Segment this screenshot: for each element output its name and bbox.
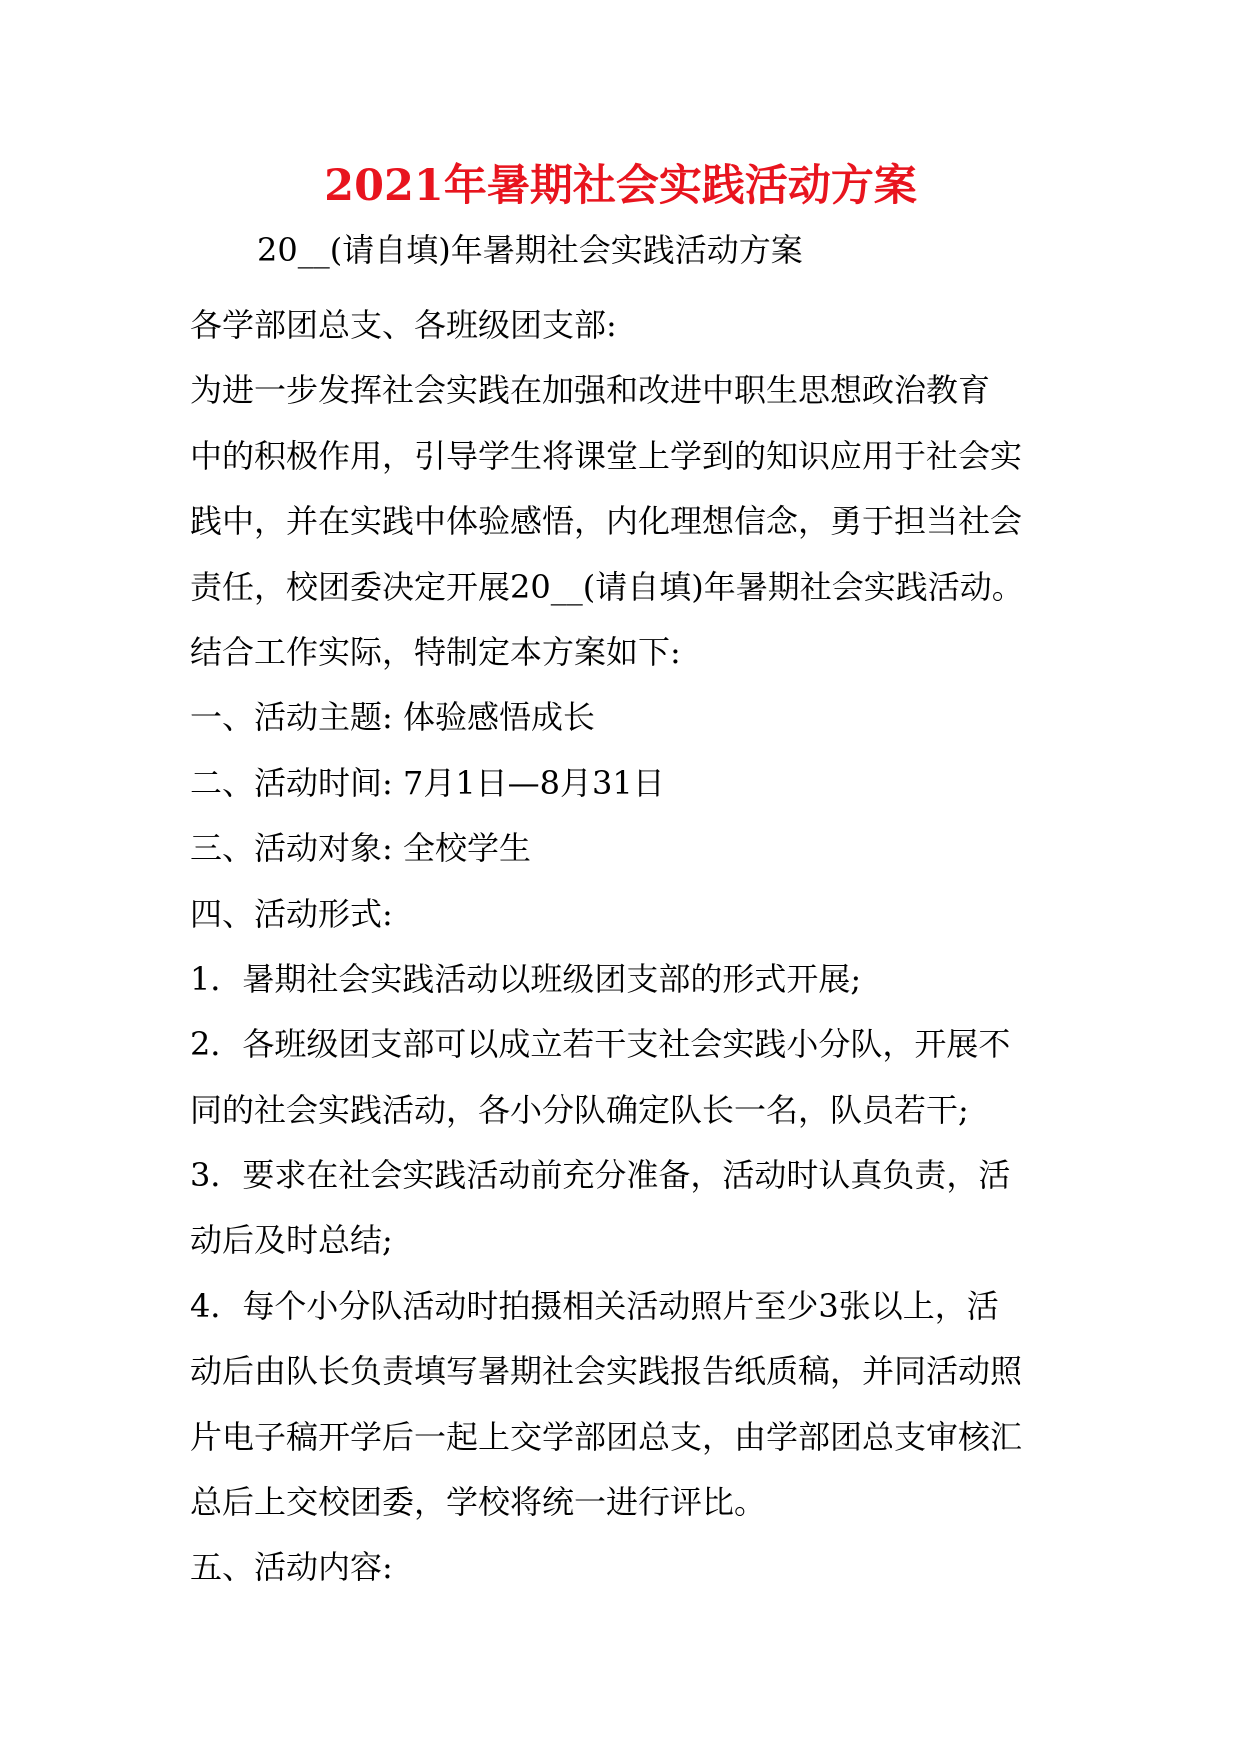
list-item-1: 1．暑期社会实践活动以班级团支部的形式开展; (190, 959, 862, 998)
paragraph-line: 为进一步发挥社会实践在加强和改进中职生思想政治教育 (190, 371, 991, 410)
section-content-heading: 五、活动内容: (190, 1548, 393, 1587)
document-subtitle: 20__(请自填)年暑期社会实践活动方案 (257, 231, 803, 269)
paragraph-line: 中的积极作用，引导学生将课堂上学到的知识应用于社会实 (190, 436, 1023, 475)
list-item-2-continued: 同的社会实践活动，各小分队确定队长一名，队员若干; (190, 1090, 969, 1129)
section-time: 二、活动时间: 7月1日—8月31日 (190, 763, 665, 802)
list-item-3: 3．要求在社会实践活动前充分准备，活动时认真负责，活 (190, 1156, 1011, 1195)
list-item-3-continued: 动后及时总结; (190, 1221, 393, 1260)
paragraph-line: 结合工作实际，特制定本方案如下: (190, 632, 681, 671)
section-form-heading: 四、活动形式: (190, 894, 393, 933)
list-item-2: 2．各班级团支部可以成立若干支社会实践小分队，开展不 (190, 1025, 1011, 1064)
salutation-line: 各学部团总支、各班级团支部: (190, 306, 617, 344)
list-item-4-continued: 总后上交校团委，学校将统一进行评比。 (190, 1483, 767, 1522)
paragraph-line: 践中，并在实践中体验感悟，内化理想信念，勇于担当社会 (190, 502, 1023, 541)
paragraph-line: 责任，校团委决定开展20__(请自填)年暑期社会实践活动。 (190, 567, 1024, 606)
document-body (190, 293, 1070, 1601)
section-theme: 一、活动主题: 体验感悟成长 (190, 698, 595, 737)
document-title: 2021年暑期社会实践活动方案 (324, 161, 917, 211)
list-item-4-continued: 片电子稿开学后一起上交学部团总支，由学部团总支审核汇 (190, 1417, 1023, 1456)
section-target: 三、活动对象: 全校学生 (190, 829, 531, 868)
list-item-4-continued: 动后由队长负责填写暑期社会实践报告纸质稿，并同活动照 (190, 1352, 1023, 1391)
list-item-4: 4．每个小分队活动时拍摄相关活动照片至少3张以上，活 (190, 1286, 999, 1325)
